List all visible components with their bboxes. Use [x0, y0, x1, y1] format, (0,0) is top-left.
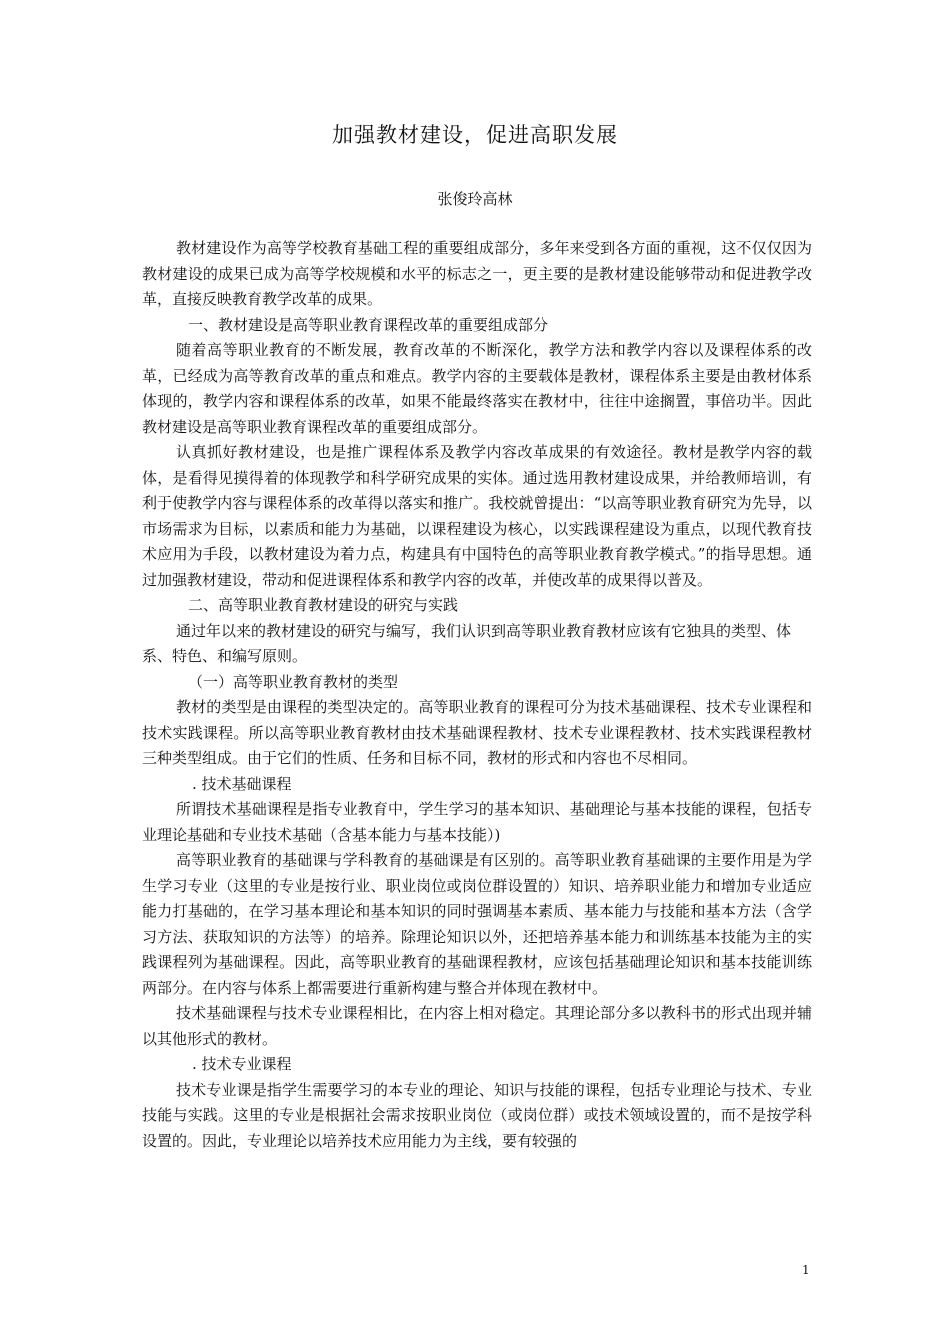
paragraph: 教材的类型是由课程的类型决定的。高等职业教育的课程可分为技术基础课程、技术专业课程和技术实践课程。所以高等职业教育教材由技术基础课程教材、技术专业课程教材、技术实践课程教材三种类型组成。由于它们的性质、任务和目标不同，教材的形式和内容也不尽相同。 — [142, 698, 812, 767]
item-heading-technical-specialty: . 技术专业课程 — [192, 1055, 292, 1073]
subsection-heading: （一）高等职业教育教材的类型 — [188, 672, 399, 691]
page-number: 1 — [802, 1263, 810, 1277]
paragraph: 高等职业教育的基础课与学科教育的基础课是有区别的。高等职业教育基础课的主要作用是为学生学习专业（这里的专业是按行业、职业岗位或岗位群设置的）知识、培养职业能力和增加专业适应能力打基础的，在学习基本理论和基本知识的同时强调基本素质、基本能力与技能和基本方法（含学习方法、获取知识的方法等）的培养。除理论知识以外，还把培养基本能力和训练基本技能为主的实践课程列为基础课程。因此，高等职业教育的基础课程教材，应该包括基础理论知识和基本技能训练两部分。在内容与体系上都需要进行重新构建与整合并体现在教材中。 — [142, 851, 812, 997]
paragraph: 随着高等职业教育的不断发展，教育改革的不断深化，教学方法和教学内容以及课程体系的改革，已经成为高等教育改革的重点和难点。教学内容的主要载体是教材，课程体系主要是由教材体系体现的，教学内容和课程体系的改革，如果不能最终落实在教材中，往往中途搁置，事倍功半。因此教材建设是高等职业教育课程改革的重要组成部分。 — [142, 341, 812, 436]
section-heading-2: 二、高等职业教育教材建设的研究与实践 — [188, 596, 459, 614]
document-author: 张俊玲高林 — [437, 190, 513, 208]
paragraph: 技术专业课是指学生需要学习的本专业的理论、知识与技能的课程，包括专业理论与技术、专业技能与实践。这里的专业是根据社会需求按职业岗位（或岗位群）或技术领域设置的，而不是按学科设置的。因此，专业理论以培养技术应用能力为主线，要有较强的 — [142, 1080, 812, 1150]
paragraph-intro: 教材建设作为高等学校教育基础工程的重要组成部分，多年来受到各方面的重视，这不仅仅因为教材建设的成果已成为高等学校规模和水平的标志之一，更主要的是教材建设能够带动和促进教学改革，直接反映教育教学改革的成果。 — [142, 239, 812, 308]
paragraph: 认真抓好教材建设，也是推广课程体系及教学内容改革成果的有效途径。教材是教学内容的载体，是看得见摸得着的体现教学和科学研究成果的实体。通过选用教材建设成果，并给教师培训，有利于使教学内容与课程体系的改革得以落实和推广。我校就曾提出：“以高等职业教育研究为先导，以市场需求为目标，以素质和能力为基础，以课程建设为核心，以实践课程建设为重点，以现代教育技术应用为手段，以教材建设为着力点，构建具有中国特色的高等职业教育教学模式。”的指导思想。通过加强教材建设，带动和促进课程体系和教学内容的改革，并使改革的成果得以普及。 — [142, 443, 812, 589]
item-heading-technical-basics: . 技术基础课程 — [192, 774, 292, 793]
document-title: 加强教材建设，促进高职发展 — [332, 123, 618, 147]
paragraph: 技术基础课程与技术专业课程相比，在内容上相对稳定。其理论部分多以教科书的形式出现并辅以其他形式的教材。 — [142, 1004, 812, 1048]
document-body — [142, 236, 812, 1154]
paragraph: 所谓技术基础课程是指专业教育中，学生学习的基本知识、基础理论与基本技能的课程，包括专业理论基础和专业技术基础（含基本能力与基本技能）) — [142, 800, 812, 844]
paragraph: 通过年以来的教材建设的研究与编写，我们认识到高等职业教育教材应该有它独具的类型、体系、特色、和编写原则。 — [142, 621, 792, 665]
section-heading-1: 一、教材建设是高等职业教育课程改革的重要组成部分 — [188, 315, 549, 334]
